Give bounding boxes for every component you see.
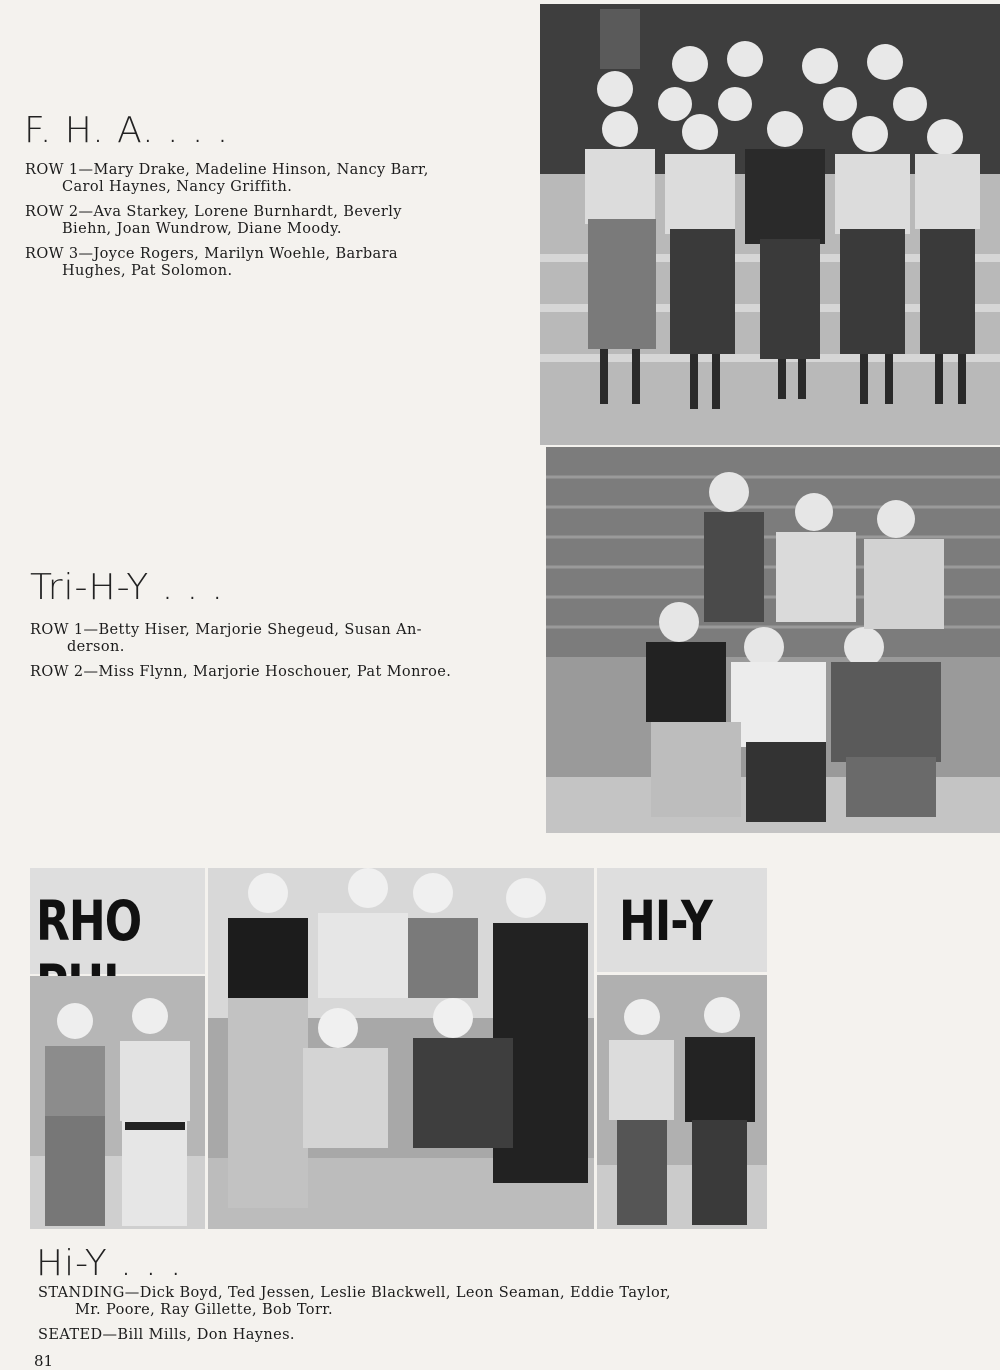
hi-y-center-photo [208, 868, 594, 1229]
hi-y-right-photo-illustration [597, 975, 767, 1229]
hi-y-banner [597, 868, 767, 972]
hiy-caption [38, 1285, 798, 1352]
hiy-standing-line2: Mr. Poore, Ray Gillette, Bob Torr. [75, 1302, 334, 1318]
fha-row-2-line2: Biehn, Joan Wundrow, Diane Moody. [62, 221, 342, 237]
fha-row-2-label: ROW 2— [25, 204, 94, 220]
hi-y-right-photo [597, 975, 767, 1229]
rho-phi-banner [30, 868, 205, 974]
trihy-photo-illustration [546, 447, 1000, 833]
fha-row-1-line1: Mary Drake, Madeline Hinson, Nancy Barr, [93, 162, 429, 178]
fha-row-3-line2: Hughes, Pat Solomon. [62, 263, 233, 279]
rho-phi-photo [30, 976, 205, 1229]
fha-row-1 [25, 162, 515, 196]
hiy-seated-label: SEATED— [38, 1327, 118, 1343]
fha-caption [25, 162, 515, 288]
fha-row-2 [25, 204, 515, 238]
rho-phi-banner-text: RHO [36, 890, 142, 954]
fha-group-photo [540, 4, 1000, 445]
rho-phi-photo-illustration [30, 976, 205, 1229]
hi-y-center-photo-illustration [208, 868, 594, 1229]
hiy-seated [38, 1327, 798, 1344]
trihy-row-1-label: ROW 1— [30, 622, 99, 638]
trihy-row-1 [30, 622, 510, 656]
trihy-group-photo [546, 447, 1000, 833]
fha-row-1-line2: Carol Haynes, Nancy Griffith. [62, 179, 293, 195]
fha-photo-illustration [540, 4, 1000, 445]
page-number: 81 [34, 1352, 54, 1370]
hiy-standing [38, 1285, 798, 1319]
fha-row-1-label: ROW 1— [25, 162, 94, 178]
fha-row-3-label: ROW 3— [25, 246, 94, 262]
hiy-seated-names: Bill Mills, Don Haynes. [117, 1327, 295, 1343]
trihy-row-2 [30, 664, 510, 681]
trihy-row-1-line2: derson. [67, 639, 125, 655]
trihy-row-2-line1: Miss Flynn, Marjorie Hoschouer, Pat Monroe. [98, 664, 452, 680]
fha-row-2-line1: Ava Starkey, Lorene Burnhardt, Beverly [93, 204, 402, 220]
hiy-heading: Hi-Y . . . [36, 1243, 183, 1284]
hiy-standing-label: STANDING— [38, 1285, 140, 1301]
trihy-caption [30, 622, 510, 689]
trihy-row-2-label: ROW 2— [30, 664, 99, 680]
trihy-row-1-line1: Betty Hiser, Marjorie Shegeud, Susan An- [98, 622, 422, 638]
hi-y-banner-text: HI-Y [619, 890, 712, 954]
hiy-standing-line1: Dick Boyd, Ted Jessen, Leslie Blackwell, Leon Seaman, Eddie Taylor, [139, 1285, 671, 1301]
fha-row-3 [25, 246, 515, 280]
fha-row-3-line1: Joyce Rogers, Marilyn Woehle, Barbara [93, 246, 398, 262]
trihy-heading: Tri-H-Y . . . [30, 567, 224, 608]
fha-heading: F. H. A. . . . [24, 110, 230, 151]
